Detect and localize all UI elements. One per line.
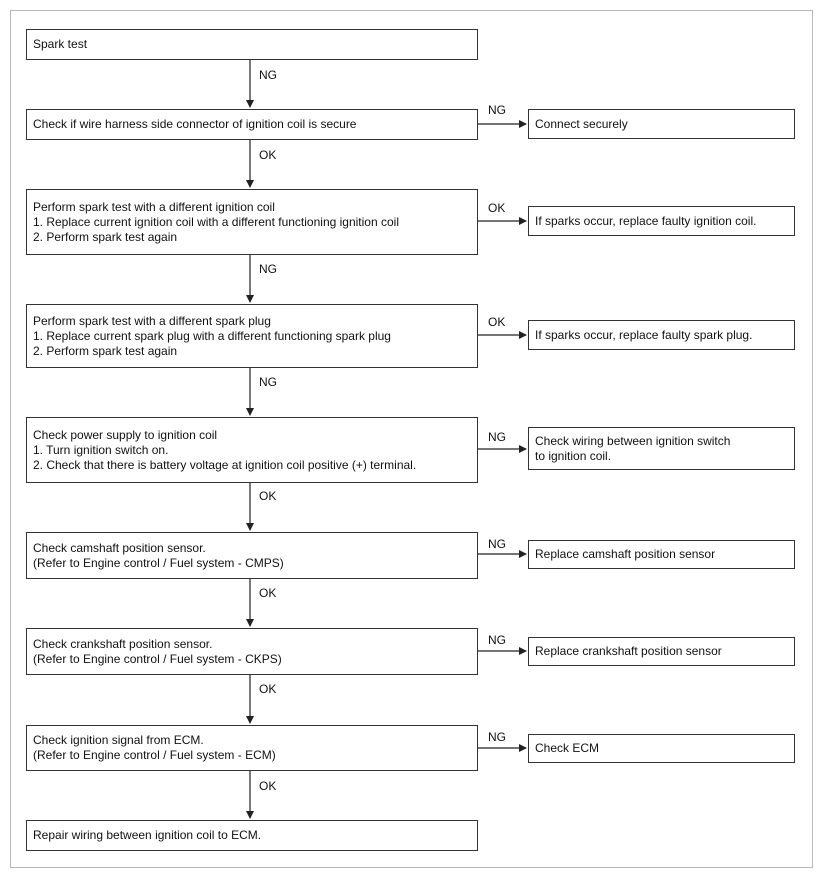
step-text: 2. Perform spark test again [33, 343, 178, 358]
step-check-ecm-signal [26, 725, 478, 771]
branch-label: NG [488, 103, 506, 117]
step-text: Spark test [33, 37, 88, 51]
step-check-cmps [26, 532, 478, 579]
branch-label: NG [488, 730, 506, 744]
step-text: Check camshaft position sensor. [33, 540, 206, 555]
step-repair-wiring [26, 820, 478, 851]
step-text: Perform spark test with a different spark plug [33, 313, 271, 328]
step-check-ckps [26, 628, 478, 675]
branch-text: Check wiring between ignition switch [535, 433, 731, 448]
step-text: Perform spark test with a different ignition coil [33, 199, 275, 214]
branch-text: If sparks occur, replace faulty ignition coil. [535, 213, 757, 228]
branch-replace-ckps [528, 637, 795, 666]
branch-label: OK [488, 315, 506, 329]
step-text: Check crankshaft position sensor. [33, 636, 213, 651]
step-text: 1. Replace current ignition coil with a different functioning ignition coil [33, 214, 399, 229]
step-text: 2. Perform spark test again [33, 229, 178, 244]
flow-label: OK [259, 148, 277, 162]
step-check-power-supply [26, 417, 478, 483]
flow-label: OK [259, 489, 277, 503]
step-text: Check power supply to ignition coil [33, 427, 218, 442]
branch-check-wiring-switch [528, 427, 795, 470]
branch-label: NG [488, 537, 506, 551]
branch-replace-spark-plug [528, 320, 795, 350]
branch-label: NG [488, 633, 506, 647]
step-text: 1. Replace current spark plug with a different functioning spark plug [33, 328, 391, 343]
branch-label: OK [488, 201, 506, 215]
step-text: (Refer to Engine control / Fuel system - CKPS) [33, 651, 282, 666]
step-text: (Refer to Engine control / Fuel system - CMPS) [33, 555, 284, 570]
branch-text: to ignition coil. [535, 448, 612, 463]
step-text: 1. Turn ignition switch on. [33, 442, 169, 457]
step-text: Check if wire harness side connector of ignition coil is secure [33, 117, 357, 131]
step-text: Check ignition signal from ECM. [33, 733, 204, 747]
step-spark-test [26, 29, 478, 60]
branch-text: Replace crankshaft position sensor [535, 644, 722, 658]
branch-check-ecm [528, 734, 795, 763]
step-text: (Refer to Engine control / Fuel system - ECM) [33, 748, 276, 762]
step-check-connector [26, 109, 478, 140]
flow-label: OK [259, 586, 277, 600]
step-test-ignition-coil [26, 189, 478, 255]
branch-label: NG [488, 430, 506, 444]
branch-replace-cmps [528, 540, 795, 569]
branch-connect-securely [528, 109, 795, 139]
flow-label: OK [259, 682, 277, 696]
branch-text: Check ECM [535, 741, 600, 755]
step-text: 2. Check that there is battery voltage at ignition coil positive (+) terminal. [33, 457, 417, 472]
branch-text: If sparks occur, replace faulty spark plug. [535, 327, 753, 342]
flow-label: NG [259, 375, 277, 389]
step-text: Repair wiring between ignition coil to ECM. [33, 828, 262, 842]
branch-text: Connect securely [535, 116, 628, 131]
flow-label: NG [259, 262, 277, 276]
flow-label: NG [259, 68, 277, 82]
branch-text: Replace camshaft position sensor [535, 547, 716, 561]
flow-label: OK [259, 779, 277, 793]
branch-replace-ignition-coil [528, 206, 795, 236]
step-test-spark-plug [26, 304, 478, 368]
